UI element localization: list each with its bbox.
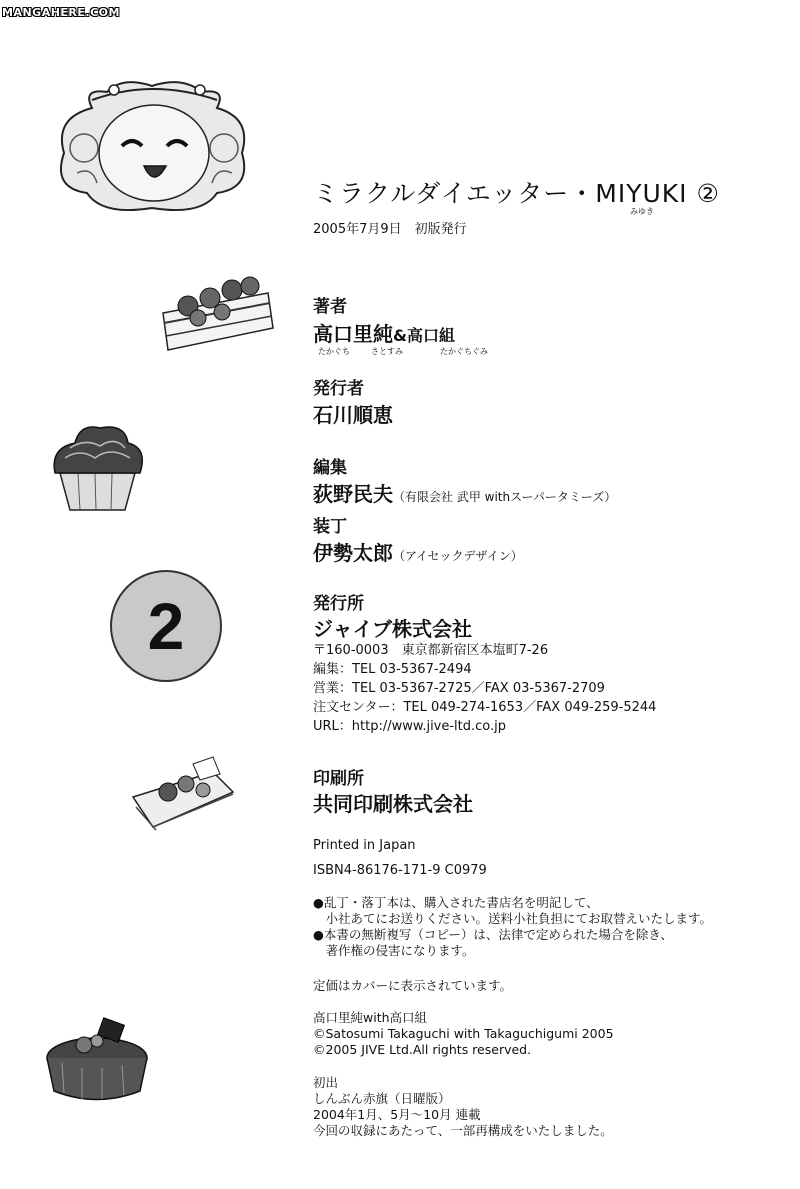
book-title: ミラクルダイエッター・MIYUKI ② bbox=[313, 179, 720, 208]
isbn: ISBN4-86176-171-9 C0979 bbox=[313, 863, 487, 878]
first-appearance-line: しんぶん赤旗（日曜版） bbox=[313, 1091, 451, 1106]
design-role: 装丁 bbox=[313, 517, 347, 537]
publisher-url: URL：http://www.jive-ltd.co.jp bbox=[313, 719, 507, 734]
editor-name-line bbox=[313, 478, 616, 507]
editor-name: 荻野民夫 bbox=[313, 482, 393, 506]
printer-name: 共同印刷株式会社 bbox=[313, 792, 473, 816]
first-appearance-line: 初出 bbox=[313, 1075, 339, 1090]
notice-line: 小社あてにお送りください。送料小社負担にてお取替えいたします。 bbox=[313, 911, 713, 926]
publisher-contact bbox=[313, 641, 656, 736]
designer-affiliation: （アイセックデザイン） bbox=[393, 549, 523, 563]
design-name-line bbox=[313, 537, 523, 566]
mascot-face-illustration bbox=[52, 78, 257, 218]
author-name bbox=[313, 318, 455, 347]
chocolate-tart-illustration bbox=[42, 1013, 152, 1103]
publisher-order-center: 注文センター：TEL 049-274-1653／FAX 049-259-5244 bbox=[313, 700, 657, 715]
first-appearance bbox=[313, 1075, 613, 1139]
fruit-tart-illustration bbox=[128, 752, 238, 832]
issuer-name: 石川順恵 bbox=[313, 403, 393, 427]
volume-number-badge bbox=[110, 570, 222, 682]
first-edition-date: 2005年7月9日 初版発行 bbox=[313, 222, 467, 237]
copyright bbox=[313, 1010, 614, 1058]
notice-line: 著作権の侵害になります。 bbox=[313, 943, 475, 958]
author-ruby-2: さとすみ bbox=[371, 347, 403, 356]
publisher-role: 発行所 bbox=[313, 594, 364, 614]
copyright-line: ©2005 JIVE Ltd.All rights reserved. bbox=[313, 1042, 532, 1057]
publisher-edit-tel: 編集：TEL 03-5367-2494 bbox=[313, 662, 472, 677]
designer-name: 伊勢太郎 bbox=[313, 541, 393, 565]
copyright-line: ©Satosumi Takaguchi with Takaguchigumi 2005 bbox=[313, 1026, 614, 1041]
publisher-address: 〒160-0003 東京都新宿区本塩町7-26 bbox=[313, 643, 549, 658]
printed-in: Printed in Japan bbox=[313, 838, 416, 853]
issuer-role: 発行者 bbox=[313, 379, 364, 399]
author-role: 著者 bbox=[313, 297, 347, 317]
notices bbox=[313, 895, 712, 959]
notice-line: ●乱丁・落丁本は、購入された書店名を明記して、 bbox=[313, 895, 599, 910]
author-ruby-1: たかぐち bbox=[318, 347, 350, 356]
author-group: &高口組 bbox=[393, 326, 455, 345]
publisher-name: ジャイブ株式会社 bbox=[313, 617, 472, 641]
copyright-line: 高口里純with高口組 bbox=[313, 1010, 428, 1025]
author-ruby-3: たかぐちぐみ bbox=[440, 347, 488, 356]
mont-blanc-cupcake-illustration bbox=[50, 418, 145, 513]
notice-line: ●本書の無断複写（コピー）は、法律で定められた場合を除き、 bbox=[313, 927, 673, 942]
publisher-sales: 営業：TEL 03-5367-2725／FAX 03-5367-2709 bbox=[313, 681, 605, 696]
first-appearance-line: 2004年1月、5月～10月 連載 bbox=[313, 1107, 481, 1122]
strawberry-cake-illustration bbox=[158, 268, 278, 353]
first-appearance-line: 今回の収録にあたって、一部再構成をいたしました。 bbox=[313, 1123, 613, 1138]
site-watermark: MANGAHERE.COM bbox=[2, 6, 120, 19]
editor-affiliation: （有限会社 武甲 withスーパータミーズ） bbox=[393, 490, 617, 504]
title-ruby: みゆき bbox=[630, 207, 654, 216]
volume-number: 2 bbox=[147, 589, 185, 663]
author-main-name: 高口里純 bbox=[313, 322, 393, 346]
editor-role: 編集 bbox=[313, 458, 347, 478]
price-note: 定価はカバーに表示されています。 bbox=[313, 978, 513, 993]
printer-role: 印刷所 bbox=[313, 769, 364, 789]
